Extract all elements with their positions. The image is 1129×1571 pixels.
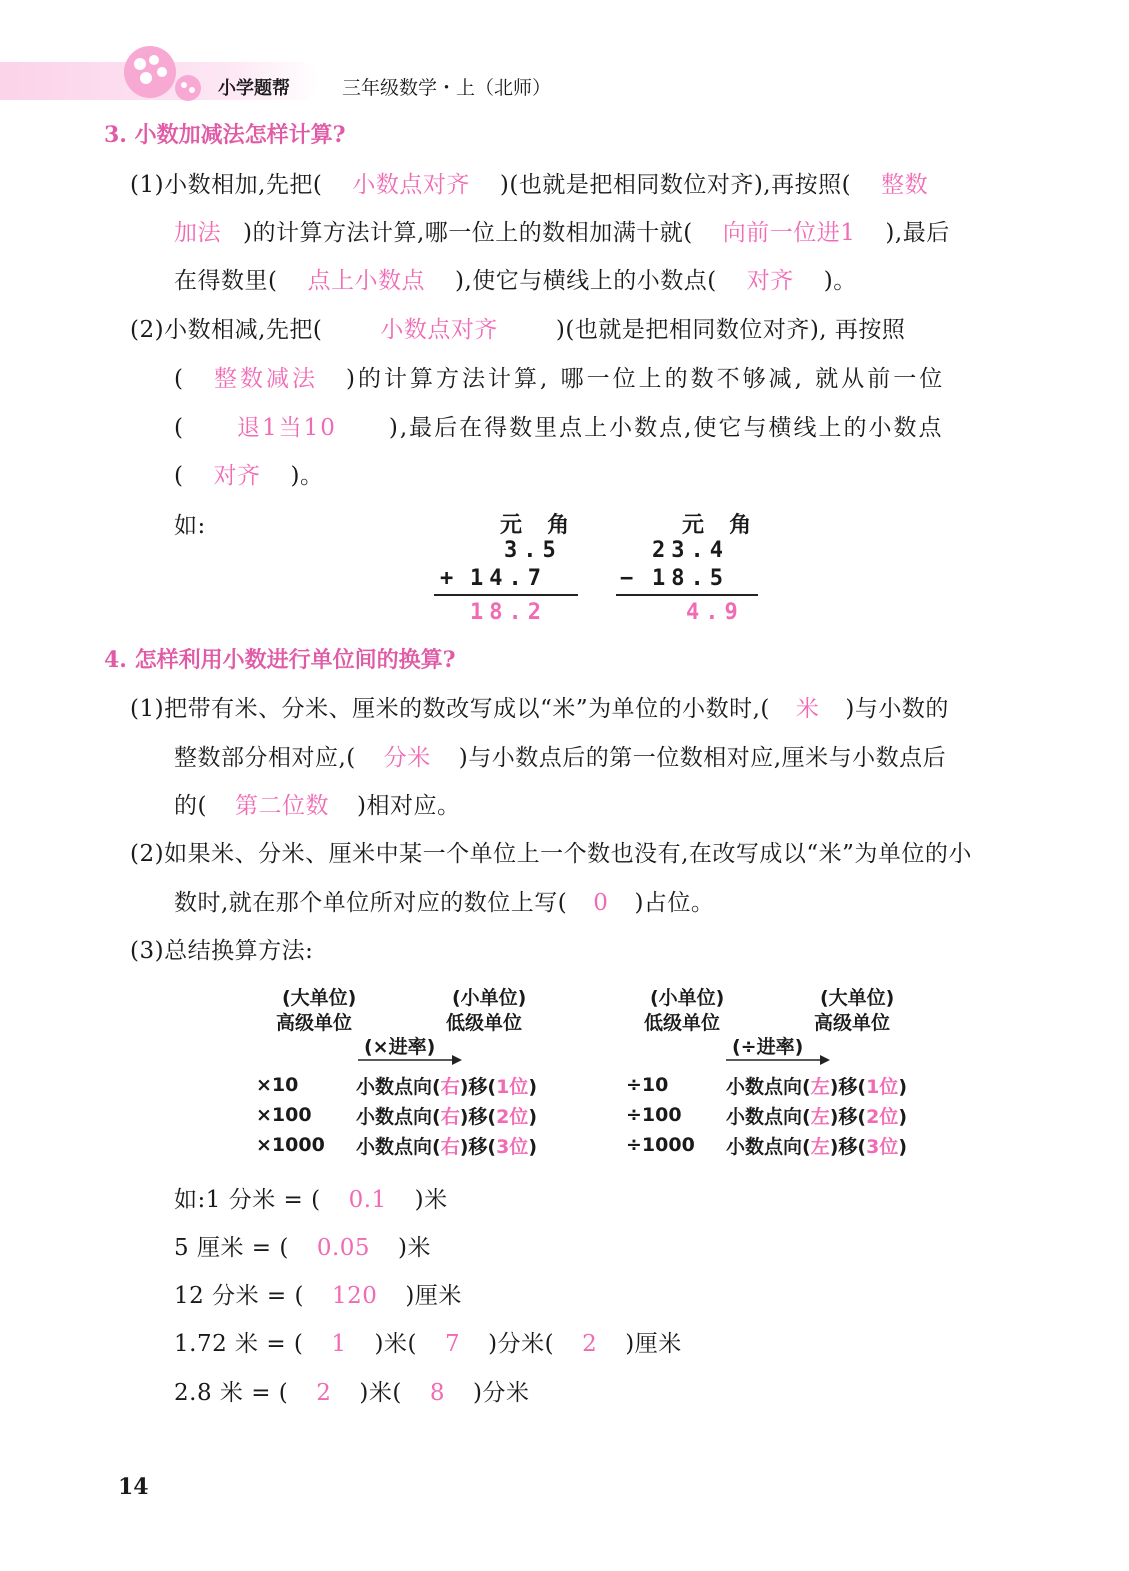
right-arrow-icon xyxy=(358,1054,462,1066)
diag-right-row3-op: ÷1000 xyxy=(626,1134,695,1156)
s4-p1-line1: (1)把带有米、分米、厘米的数改写成以“米”为单位的小数时,( 米 )与小数的 xyxy=(130,696,949,722)
diag-left-top1b: 高级单位 xyxy=(276,1012,353,1034)
s4-p2-line2: 数时,就在那个单位所对应的数位上写( 0 )占位。 xyxy=(174,890,715,916)
s3-p2-line4: ( 对齐 )。 xyxy=(174,463,324,489)
section3-title: 3. 小数加减法怎样计算? xyxy=(104,122,346,148)
conversion-example: 如:1 分米 = ( 0.1 )米 xyxy=(174,1187,448,1213)
calc1-op: + xyxy=(440,566,460,591)
calc1-header: 元 角 xyxy=(500,513,576,538)
calc1-line2: 14.7 xyxy=(470,566,547,591)
diag-right-top2: (大单位) xyxy=(820,987,895,1009)
conversion-example: 2.8 米 = ( 2 )米( 8 )分米 xyxy=(174,1380,530,1406)
diag-right-row2-op: ÷100 xyxy=(626,1104,682,1126)
diag-left-top1: (大单位) xyxy=(282,987,357,1009)
calc2-header: 元 角 xyxy=(682,513,758,538)
diag-left-arrow-label: (×进率) xyxy=(364,1036,436,1058)
diag-left-top2b: 低级单位 xyxy=(446,1012,523,1034)
s3-p1-line3: 在得数里( 点上小数点 ),使它与横线上的小数点( 对齐 )。 xyxy=(174,268,857,294)
calc2-line1: 23.4 xyxy=(652,538,729,563)
diag-left-row3: 小数点向(右)移(3位) xyxy=(356,1136,537,1158)
s4-p3-line1: (3)总结换算方法: xyxy=(130,938,314,964)
diag-right-row3: 小数点向(左)移(3位) xyxy=(726,1136,907,1158)
section4-title: 4. 怎样利用小数进行单位间的换算? xyxy=(104,647,456,673)
header-subtitle: 三年级数学・上（北师） xyxy=(342,77,552,99)
calc1-line1: 3.5 xyxy=(504,538,562,563)
s3-p2-line3: ( 退1当10 ),最后在得数里点上小数点,使它与横线上的小数点 xyxy=(174,415,944,441)
flower-logo-icon xyxy=(118,40,208,110)
conversion-example: 5 厘米 = ( 0.05 )米 xyxy=(174,1235,432,1261)
calc2-line2: 18.5 xyxy=(652,566,729,591)
header-brand: 小学题帮 xyxy=(218,78,290,99)
diag-left-row1: 小数点向(右)移(1位) xyxy=(356,1076,537,1098)
diag-right-top1b: 低级单位 xyxy=(644,1012,721,1034)
s3-p2-line2: ( 整数减法 )的计算方法计算, 哪一位上的数不够减, 就从前一位 xyxy=(174,366,946,392)
diag-right-arrow-label: (÷进率) xyxy=(732,1036,804,1058)
diag-left-top2: (小单位) xyxy=(452,987,527,1009)
diag-right-top1: (小单位) xyxy=(650,987,725,1009)
diag-left-row2: 小数点向(右)移(2位) xyxy=(356,1106,537,1128)
calc1-result: 18.2 xyxy=(470,600,547,625)
s4-p1-line2: 整数部分相对应,( 分米 )与小数点后的第一位数相对应,厘米与小数点后 xyxy=(174,745,947,771)
diag-left-row1-op: ×10 xyxy=(256,1074,299,1096)
right-arrow-icon xyxy=(726,1054,830,1066)
calc2-result: 4.9 xyxy=(686,600,744,625)
s3-p1-line1: (1)小数相加,先把( 小数点对齐 )(也就是把相同数位对齐),再按照( 整数 xyxy=(130,172,929,198)
calc2-rule xyxy=(616,594,758,596)
s3-p1-line2: 加法 )的计算方法计算,哪一位上的数相加满十就( 向前一位进1 ),最后 xyxy=(174,220,950,246)
page-number: 14 xyxy=(118,1474,149,1500)
s4-p1-line3: 的( 第二位数 )相对应。 xyxy=(174,793,461,819)
conversion-example: 1.72 米 = ( 1 )米( 7 )分米( 2 )厘米 xyxy=(174,1331,682,1357)
conversion-example: 12 分米 = ( 120 )厘米 xyxy=(174,1283,462,1309)
diag-right-row1-op: ÷10 xyxy=(626,1074,669,1096)
s4-p2-line1: (2)如果米、分米、厘米中某一个单位上一个数也没有,在改写成以“米”为单位的小 xyxy=(130,841,972,867)
diag-right-row2: 小数点向(左)移(2位) xyxy=(726,1106,907,1128)
example-label: 如: xyxy=(174,513,206,539)
diag-left-row3-op: ×1000 xyxy=(256,1134,325,1156)
diag-right-top2b: 高级单位 xyxy=(814,1012,891,1034)
s3-p2-line1: (2)小数相减,先把( 小数点对齐 )(也就是把相同数位对齐), 再按照 xyxy=(130,317,906,343)
calc2-op: − xyxy=(620,566,640,591)
calc1-rule xyxy=(434,594,578,596)
diag-right-row1: 小数点向(左)移(1位) xyxy=(726,1076,907,1098)
diag-left-row2-op: ×100 xyxy=(256,1104,312,1126)
